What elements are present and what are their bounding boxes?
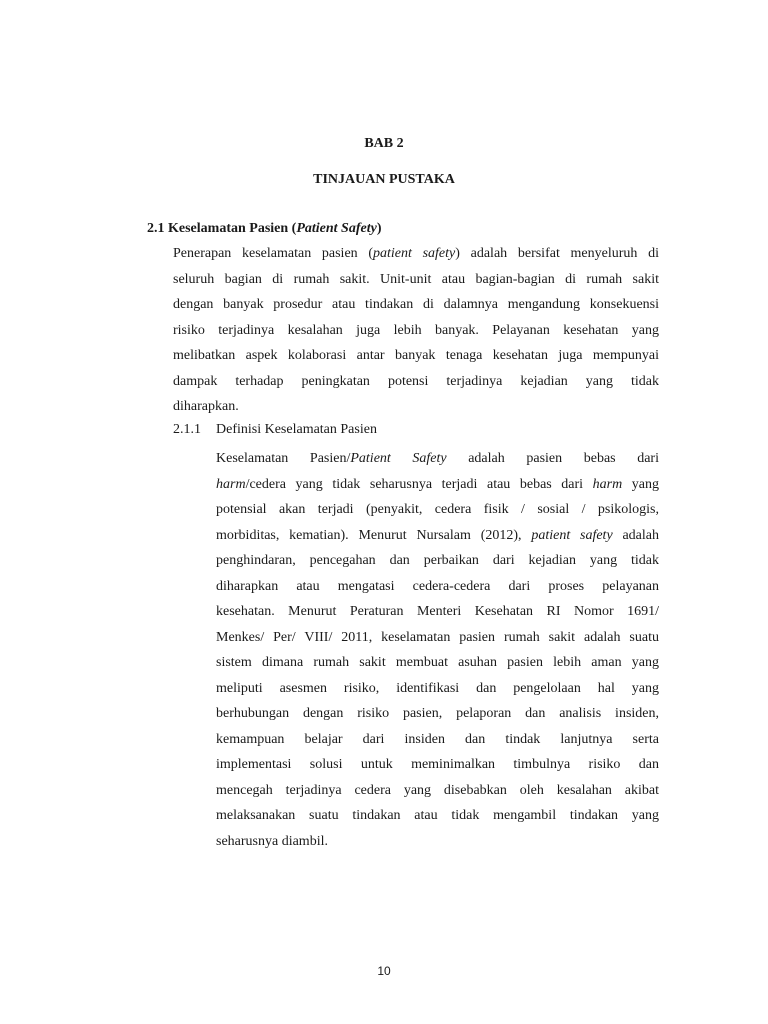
text-line: diharapkan atau mengatasi cedera-cedera dari proses pelayanan (216, 578, 659, 594)
section-title-italic: Patient Safety (296, 221, 377, 236)
section-title-prefix: Keselamatan Pasien ( (168, 221, 297, 236)
text-line: seharusnya diambil. (216, 833, 328, 849)
text-line: berhubungan dengan risiko pasien, pelaporan dan analisis insiden, (216, 706, 659, 721)
section-title-suffix: ) (376, 221, 382, 236)
text-line: morbiditas, kematian). Menurut Nursalam (2012), patient safety adalah (216, 527, 660, 543)
text-line: penghindaran, pencegahan dan perbaikan dari kejadian yang tidak (216, 553, 659, 568)
text-line: melaksanakan suatu tindakan atau tidak mengambil tindakan yang (216, 808, 659, 823)
text-line: dampak terhadap peningkatan potensi terjadinya kejadian yang tidak (173, 373, 659, 389)
text-line: mencegah terjadinya cedera yang disebabkan oleh kesalahan akibat (216, 782, 659, 798)
text-line: harm/cedera yang tidak seharusnya terjadi atau bebas dari harm yang (216, 476, 659, 492)
italic-term: harm (216, 476, 246, 492)
text-line: kemampuan belajar dari insiden dan tindak lanjutnya serta (216, 731, 659, 747)
paragraph-penerapan (173, 241, 659, 420)
text-line: Penerapan keselamatan pasien (patient safety) adalah bersifat menyeluruh di (173, 246, 659, 261)
section-number: 2.1 (147, 221, 165, 236)
chapter-title: TINJAUAN PUSTAKA (313, 172, 455, 187)
page-number: 10 (377, 964, 391, 978)
text-line: seluruh bagian di rumah sakit. Unit-unit atau bagian-bagian di rumah sakit (173, 271, 659, 287)
text-line: meliputi asesmen risiko, identifikasi dan pengelolaan hal yang (216, 680, 659, 696)
text-line: risiko terjadinya kesalahan juga lebih banyak. Pelayanan kesehatan yang (173, 322, 659, 338)
text-line: sistem dimana rumah sakit membuat asuhan pasien lebih aman yang (216, 655, 659, 670)
section-heading (147, 221, 382, 237)
italic-term: patient safety (373, 246, 456, 261)
italic-term: Patient Safety (350, 451, 447, 466)
text-line: diharapkan. (173, 399, 239, 414)
paragraph-definisi (216, 446, 659, 854)
text-line: Keselamatan Pasien/Patient Safety adalah pasien bebas dari (216, 451, 659, 466)
subsection-number: 2.1.1 (173, 422, 201, 437)
text-line: potensial akan terjadi (penyakit, cedera fisik / sosial / psikologis, (216, 502, 659, 517)
chapter-label: BAB 2 (364, 136, 404, 151)
italic-term: patient safety (531, 527, 613, 543)
subsection-heading (173, 422, 377, 438)
subsection-title: Definisi Keselamatan Pasien (216, 422, 377, 437)
text-line: implementasi solusi untuk meminimalkan timbulnya risiko dan (216, 757, 659, 772)
text-line: Menkes/ Per/ VIII/ 2011, keselamatan pasien rumah sakit adalah suatu (216, 629, 659, 645)
italic-term: harm (592, 476, 623, 492)
text-line: melibatkan aspek kolaborasi antar banyak tenaga kesehatan juga mempunyai (173, 348, 659, 363)
text-line: kesehatan. Menurut Peraturan Menteri Kesehatan RI Nomor 1691/ (216, 604, 659, 619)
text-line: dengan banyak prosedur atau tindakan di dalamnya mengandung konsekuensi (173, 297, 659, 312)
